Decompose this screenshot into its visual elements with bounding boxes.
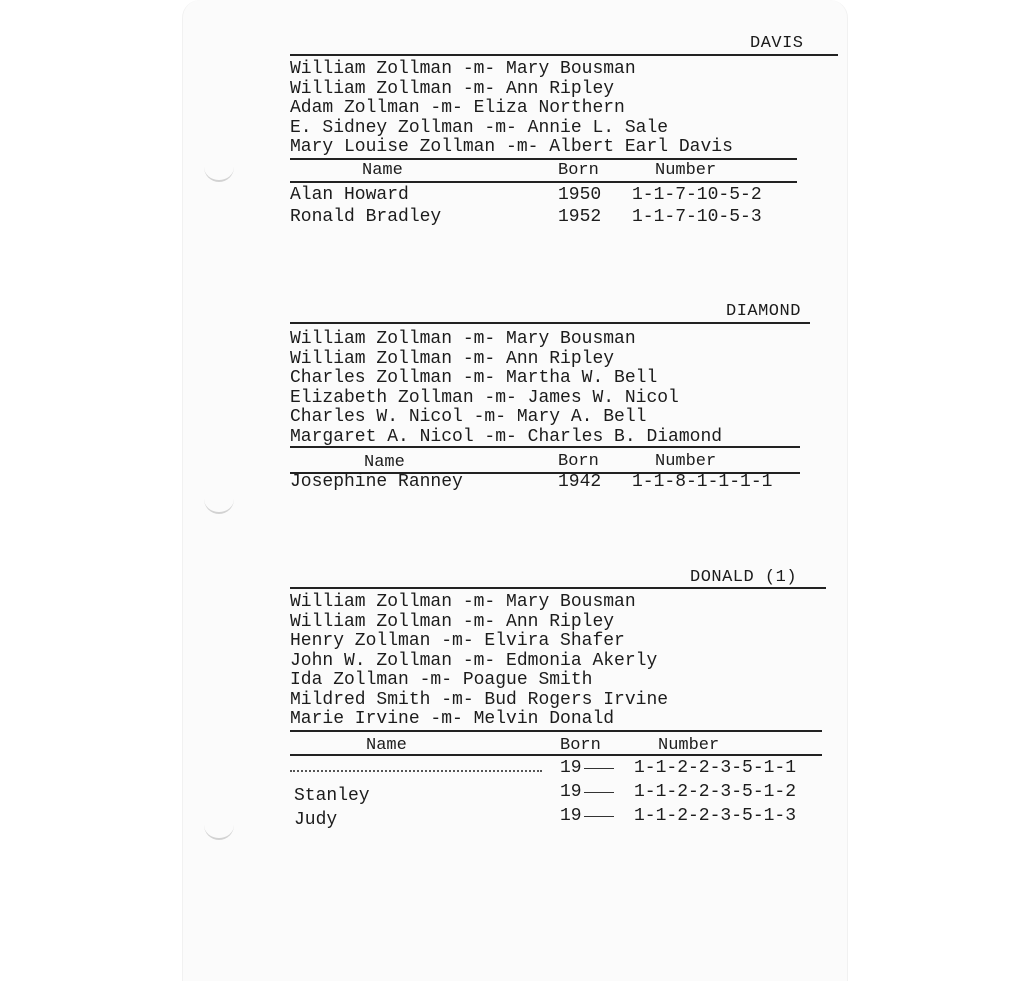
lineage-line: E. Sidney Zollman -m- Annie L. Sale	[290, 117, 669, 138]
child-name: Alan Howard	[290, 185, 409, 205]
lineage-line: Charles W. Nicol -m- Mary A. Bell	[290, 407, 647, 427]
child-name: Judy	[294, 810, 338, 830]
lineage-line: William Zollman -m- Mary Bousman	[290, 329, 636, 349]
lineage-line: Mary Louise Zollman -m- Albert Earl Davis	[290, 137, 733, 157]
child-born: 1942	[558, 472, 602, 492]
column-header-number: Number	[658, 736, 720, 755]
child-born: 19	[560, 758, 614, 778]
name-blank-line	[290, 770, 542, 772]
child-number: 1-1-2-2-3-5-1-2	[634, 782, 797, 802]
family-surname: DIAMOND	[726, 302, 801, 321]
column-header-name: Name	[366, 736, 407, 755]
child-name: Stanley	[294, 786, 370, 806]
lineage-list	[290, 60, 733, 158]
lineage-list	[290, 330, 722, 447]
lineage-line: John W. Zollman -m- Edmonia Akerly	[290, 650, 658, 671]
child-number: 1-1-2-2-3-5-1-3	[634, 806, 797, 826]
header-rule-bottom	[290, 181, 797, 183]
child-born: 19	[560, 782, 614, 802]
lineage-line: William Zollman -m- Mary Bousman	[290, 59, 636, 79]
surname-rule	[290, 587, 826, 589]
header-rule-top	[290, 158, 797, 160]
child-born: 1952	[558, 207, 602, 227]
lineage-line: Marie Irvine -m- Melvin Donald	[290, 709, 615, 729]
header-rule-top	[290, 446, 800, 448]
column-header-born: Born	[558, 452, 599, 471]
lineage-line: Ida Zollman -m- Poague Smith	[290, 670, 593, 690]
child-born: 19	[560, 806, 614, 826]
column-header-born: Born	[560, 736, 601, 755]
header-rule-bottom	[290, 754, 822, 756]
child-born: 1950	[558, 185, 602, 205]
lineage-line: Mildred Smith -m- Bud Rogers Irvine	[290, 689, 669, 710]
family-surname: DONALD (1)	[690, 568, 798, 587]
child-number: 1-1-7-10-5-3	[632, 207, 762, 227]
child-number: 1-1-7-10-5-2	[632, 185, 762, 205]
surname-rule	[290, 322, 810, 324]
header-rule-top	[290, 730, 822, 732]
child-name: Ronald Bradley	[290, 207, 442, 227]
column-header-number: Number	[655, 161, 717, 180]
child-name: Josephine Ranney	[290, 472, 463, 492]
lineage-line: Margaret A. Nicol -m- Charles B. Diamond	[290, 426, 723, 447]
column-header-name: Name	[364, 453, 405, 472]
column-header-born: Born	[558, 161, 599, 180]
column-header-name: Name	[362, 161, 403, 180]
lineage-line: William Zollman -m- Ann Ripley	[290, 348, 615, 369]
lineage-line: William Zollman -m- Ann Ripley	[290, 611, 615, 632]
lineage-line: Charles Zollman -m- Martha W. Bell	[290, 368, 658, 388]
family-surname: DAVIS	[750, 34, 804, 53]
lineage-line: Adam Zollman -m- Eliza Northern	[290, 98, 625, 118]
child-number: 1-1-2-2-3-5-1-1	[634, 758, 797, 778]
column-header-number: Number	[655, 452, 717, 471]
surname-rule	[290, 54, 838, 56]
lineage-line: William Zollman -m- Mary Bousman	[290, 592, 636, 612]
lineage-line: William Zollman -m- Ann Ripley	[290, 78, 615, 99]
child-number: 1-1-8-1-1-1-1	[632, 472, 773, 492]
lineage-list	[290, 593, 668, 730]
lineage-line: Henry Zollman -m- Elvira Shafer	[290, 631, 625, 651]
lineage-line: Elizabeth Zollman -m- James W. Nicol	[290, 387, 679, 408]
